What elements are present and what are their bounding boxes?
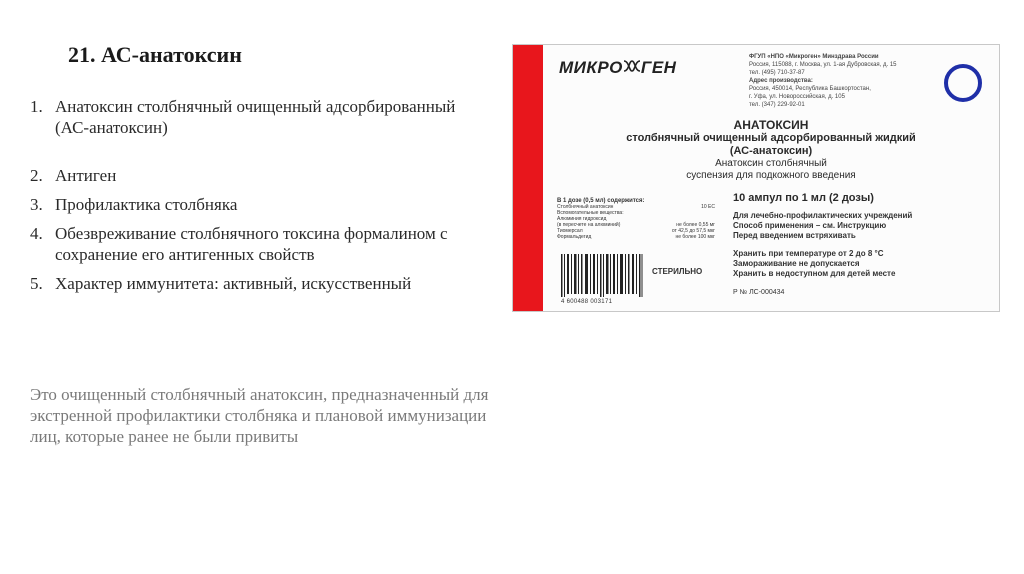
- manufacturer-info: [749, 53, 969, 109]
- list-item: [30, 165, 490, 186]
- composition-value: от 42,5 до 57,5 мкг: [671, 228, 715, 234]
- maker-line: Россия, 115088, г. Москва, ул. 1-ая Дубровская, д. 15: [749, 62, 897, 68]
- logo-text-right: ГЕН: [640, 58, 677, 77]
- item-text: Анатоксин столбнячный очищенный адсорбированный (АС-анатоксин): [55, 97, 456, 137]
- instruction-line: Перед введением встряхивать: [733, 231, 856, 240]
- product-name-line: Анатоксин столбнячный: [715, 158, 827, 169]
- list-item: [30, 194, 490, 215]
- composition-row: [557, 234, 715, 240]
- item-number: 2.: [30, 166, 43, 185]
- item-number: 1.: [30, 97, 43, 116]
- storage-line: Хранить в недоступном для детей месте: [733, 269, 896, 278]
- composition-label: Столбнячный анатоксин: [557, 204, 614, 210]
- composition-label: Формальдегид: [557, 234, 592, 240]
- product-name: [543, 119, 999, 182]
- vaccine-package-image: [512, 44, 1000, 312]
- list-item: [30, 223, 490, 265]
- item-number: 5.: [30, 274, 43, 293]
- item-number: 4.: [30, 224, 43, 243]
- maker-line: Адрес производства:: [749, 78, 813, 84]
- composition-value: не более 0,55 мг: [676, 222, 715, 228]
- fact-list: [30, 96, 490, 294]
- list-item: [30, 273, 490, 294]
- composition-value: не более 100 мкг: [675, 234, 715, 240]
- storage-line: Хранить при температуре от 2 до 8 °С: [733, 249, 884, 258]
- microgen-logo: [559, 58, 676, 78]
- barcode-icon: [561, 254, 643, 297]
- composition-label: Алюминия гидроксид: [557, 216, 607, 222]
- maker-line: г. Уфа, ул. Новороссийская, д. 105: [749, 94, 845, 100]
- maker-line: тел. (347) 229-92-01: [749, 102, 805, 108]
- instruction-line: Для лечебно-профилактических учреждений: [733, 211, 913, 220]
- maker-line: Россия, 450014, Республика Башкортостан,: [749, 86, 871, 92]
- composition-header: В 1 дозе (0,5 мл) содержится:: [557, 198, 645, 204]
- storage-line: Замораживание не допускается: [733, 259, 860, 268]
- maker-line: тел. (495) 710-37-87: [749, 70, 805, 76]
- product-name-line: (АС-анатоксин): [729, 145, 813, 157]
- product-name-line: АНАТОКСИН: [733, 118, 809, 132]
- composition-label: (в пересчете на алюминий): [557, 222, 621, 228]
- dna-icon: [623, 58, 641, 78]
- composition-block: [557, 198, 715, 240]
- logo-text-left: МИКРО: [559, 58, 623, 77]
- instruction-line: Способ применения – см. Инструкцию: [733, 221, 887, 230]
- composition-label: Тиомерсал: [557, 228, 583, 234]
- storage-instructions: [733, 249, 895, 279]
- item-text: Антиген: [55, 166, 117, 185]
- sterile-label: СТЕРИЛЬНО: [652, 267, 703, 276]
- product-name-line: суспензия для подкожного введения: [686, 170, 856, 181]
- blue-ring-mark: [944, 64, 982, 102]
- description-text: Это очищенный столбнячный анатоксин, предназначенный для экстренной профилактики столбняка и плановой иммунизации лиц, которые ранее не были привиты: [30, 385, 489, 446]
- product-name-line: столбнячный очищенный адсорбированный жидкий: [626, 132, 916, 144]
- composition-label: Вспомогательные вещества:: [557, 210, 624, 216]
- item-text: Профилактика столбняка: [55, 195, 238, 214]
- item-text: Обезвреживание столбнячного токсина формалином с сохранение его антигенных свойств: [55, 224, 448, 264]
- ampule-count: 10 ампул по 1 мл (2 дозы): [733, 192, 874, 204]
- item-number: 3.: [30, 195, 43, 214]
- usage-instructions: [733, 211, 912, 241]
- maker-line: ФГУП «НПО «Микроген» Минздрава России: [749, 54, 879, 60]
- red-strip: [513, 45, 543, 311]
- item-text: Характер иммунитета: активный, искусственный: [55, 274, 412, 293]
- barcode-number: 4 600488 003171: [561, 299, 613, 305]
- registration-number: Р № ЛС-000434: [733, 289, 785, 296]
- composition-value: 10 ЕС: [701, 204, 715, 210]
- list-item: [30, 96, 490, 138]
- slide-title: 21. АС-анатоксин: [68, 42, 242, 67]
